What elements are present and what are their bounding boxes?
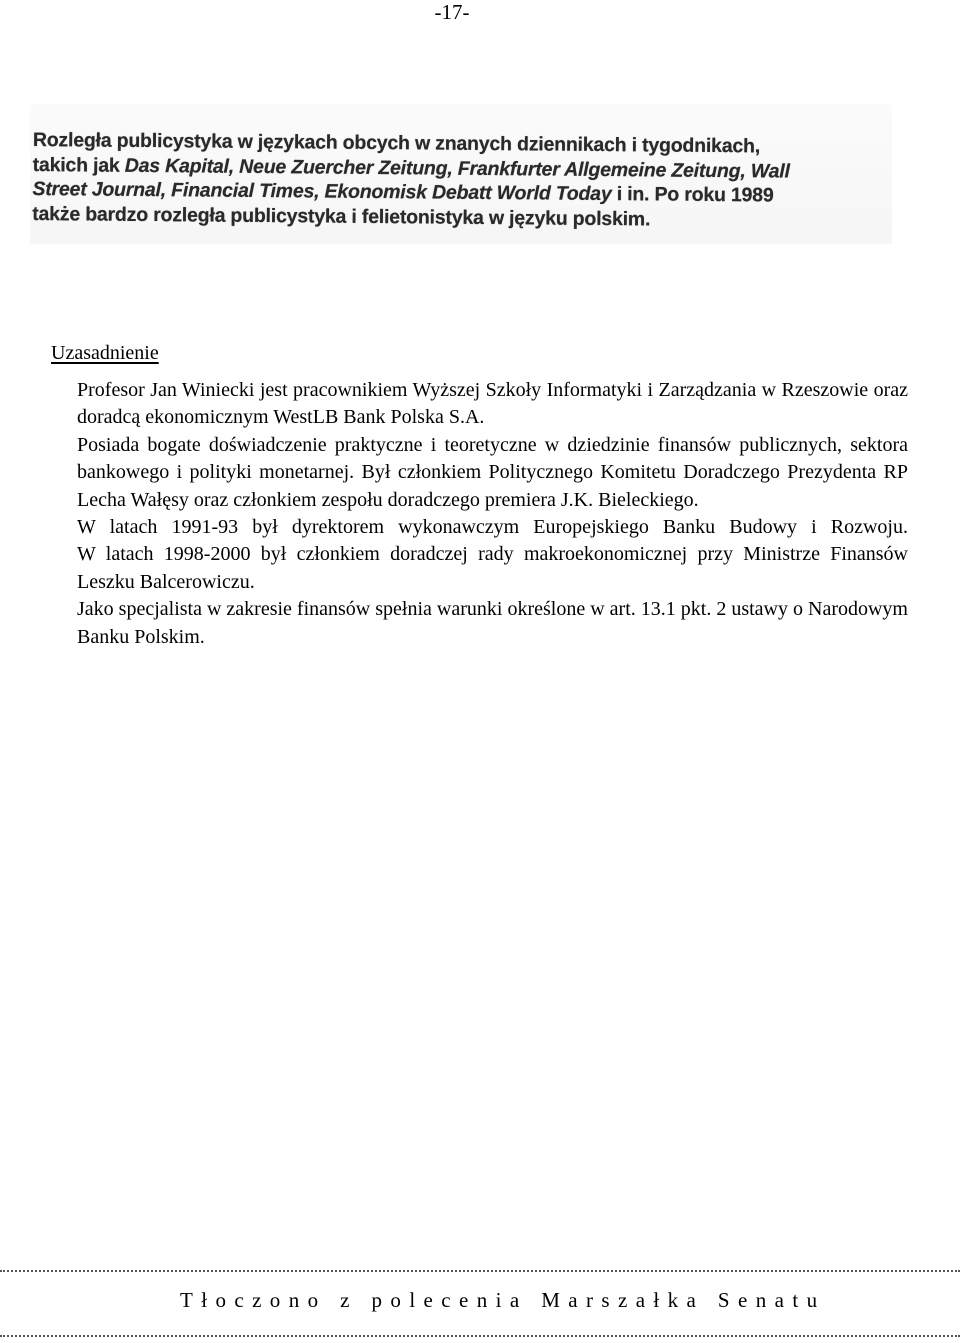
footer-dotted-rule-top <box>0 1270 960 1272</box>
section-heading: Uzasadnienie <box>51 342 159 364</box>
paragraph: Posiada bogate doświadczenie praktyczne i teoretyczne w dziedzinie finansów publicznych, sektora bankowego i polityki monetarnej. Był członkiem Politycznego Komitetu Doradczego Prezydenta RP Lecha Wałęsy oraz członkiem zespołu doradczego premiera J.K. Bieleckiego. <box>77 433 908 511</box>
page-number: -17- <box>434 0 470 24</box>
footer-imprint: Tłoczono z polecenia Marszałka Senatu <box>180 1288 826 1312</box>
paragraph: W latach 1998-2000 był członkiem doradczej rady makroekonomicznej przy Ministrze Finansów Leszku Balcerowiczu. <box>77 543 908 593</box>
publication-titles: Street Journal, Financial Times, Ekonomisk Debatt World Today <box>32 177 612 206</box>
paragraph: Jako specjalista w zakresie finansów spełnia warunki określone w art. 13.1 pkt. 2 ustawy o Narodowym Banku Polskim. <box>77 598 908 648</box>
paragraph: Profesor Jan Winiecki jest pracownikiem Wyższej Szkoły Informatyki i Zarządzania w Rzeszowie oraz doradcą ekonomicznym WestLB Bank Polska S.A. <box>77 379 908 429</box>
scanned-note-line: Rozległa publicystyka w językach obcych w znanych dziennikach i tygodnikach, <box>32 128 761 158</box>
paragraph: W latach 1991-93 był dyrektorem wykonawczym Europejskiego Banku Budowy i Rozwoju. <box>77 516 908 539</box>
justification-body <box>77 377 908 651</box>
scanned-note-line: takich jak Das Kapital, Neue Zuercher Zeitung, Frankfurter Allgemeine Zeitung, Wall <box>32 153 790 183</box>
scanned-note-line: Street Journal, Financial Times, Ekonomisk Debatt World Today i in. Po roku 1989 <box>32 177 774 207</box>
footer-dotted-rule-bottom <box>0 1335 960 1337</box>
scanned-note-line: także bardzo rozległa publicystyka i felietonistyka w języku polskim. <box>32 202 651 230</box>
scanned-note <box>32 128 873 233</box>
publication-titles: Das Kapital, Neue Zuercher Zeitung, Frankfurter Allgemeine Zeitung, Wall <box>124 154 790 183</box>
